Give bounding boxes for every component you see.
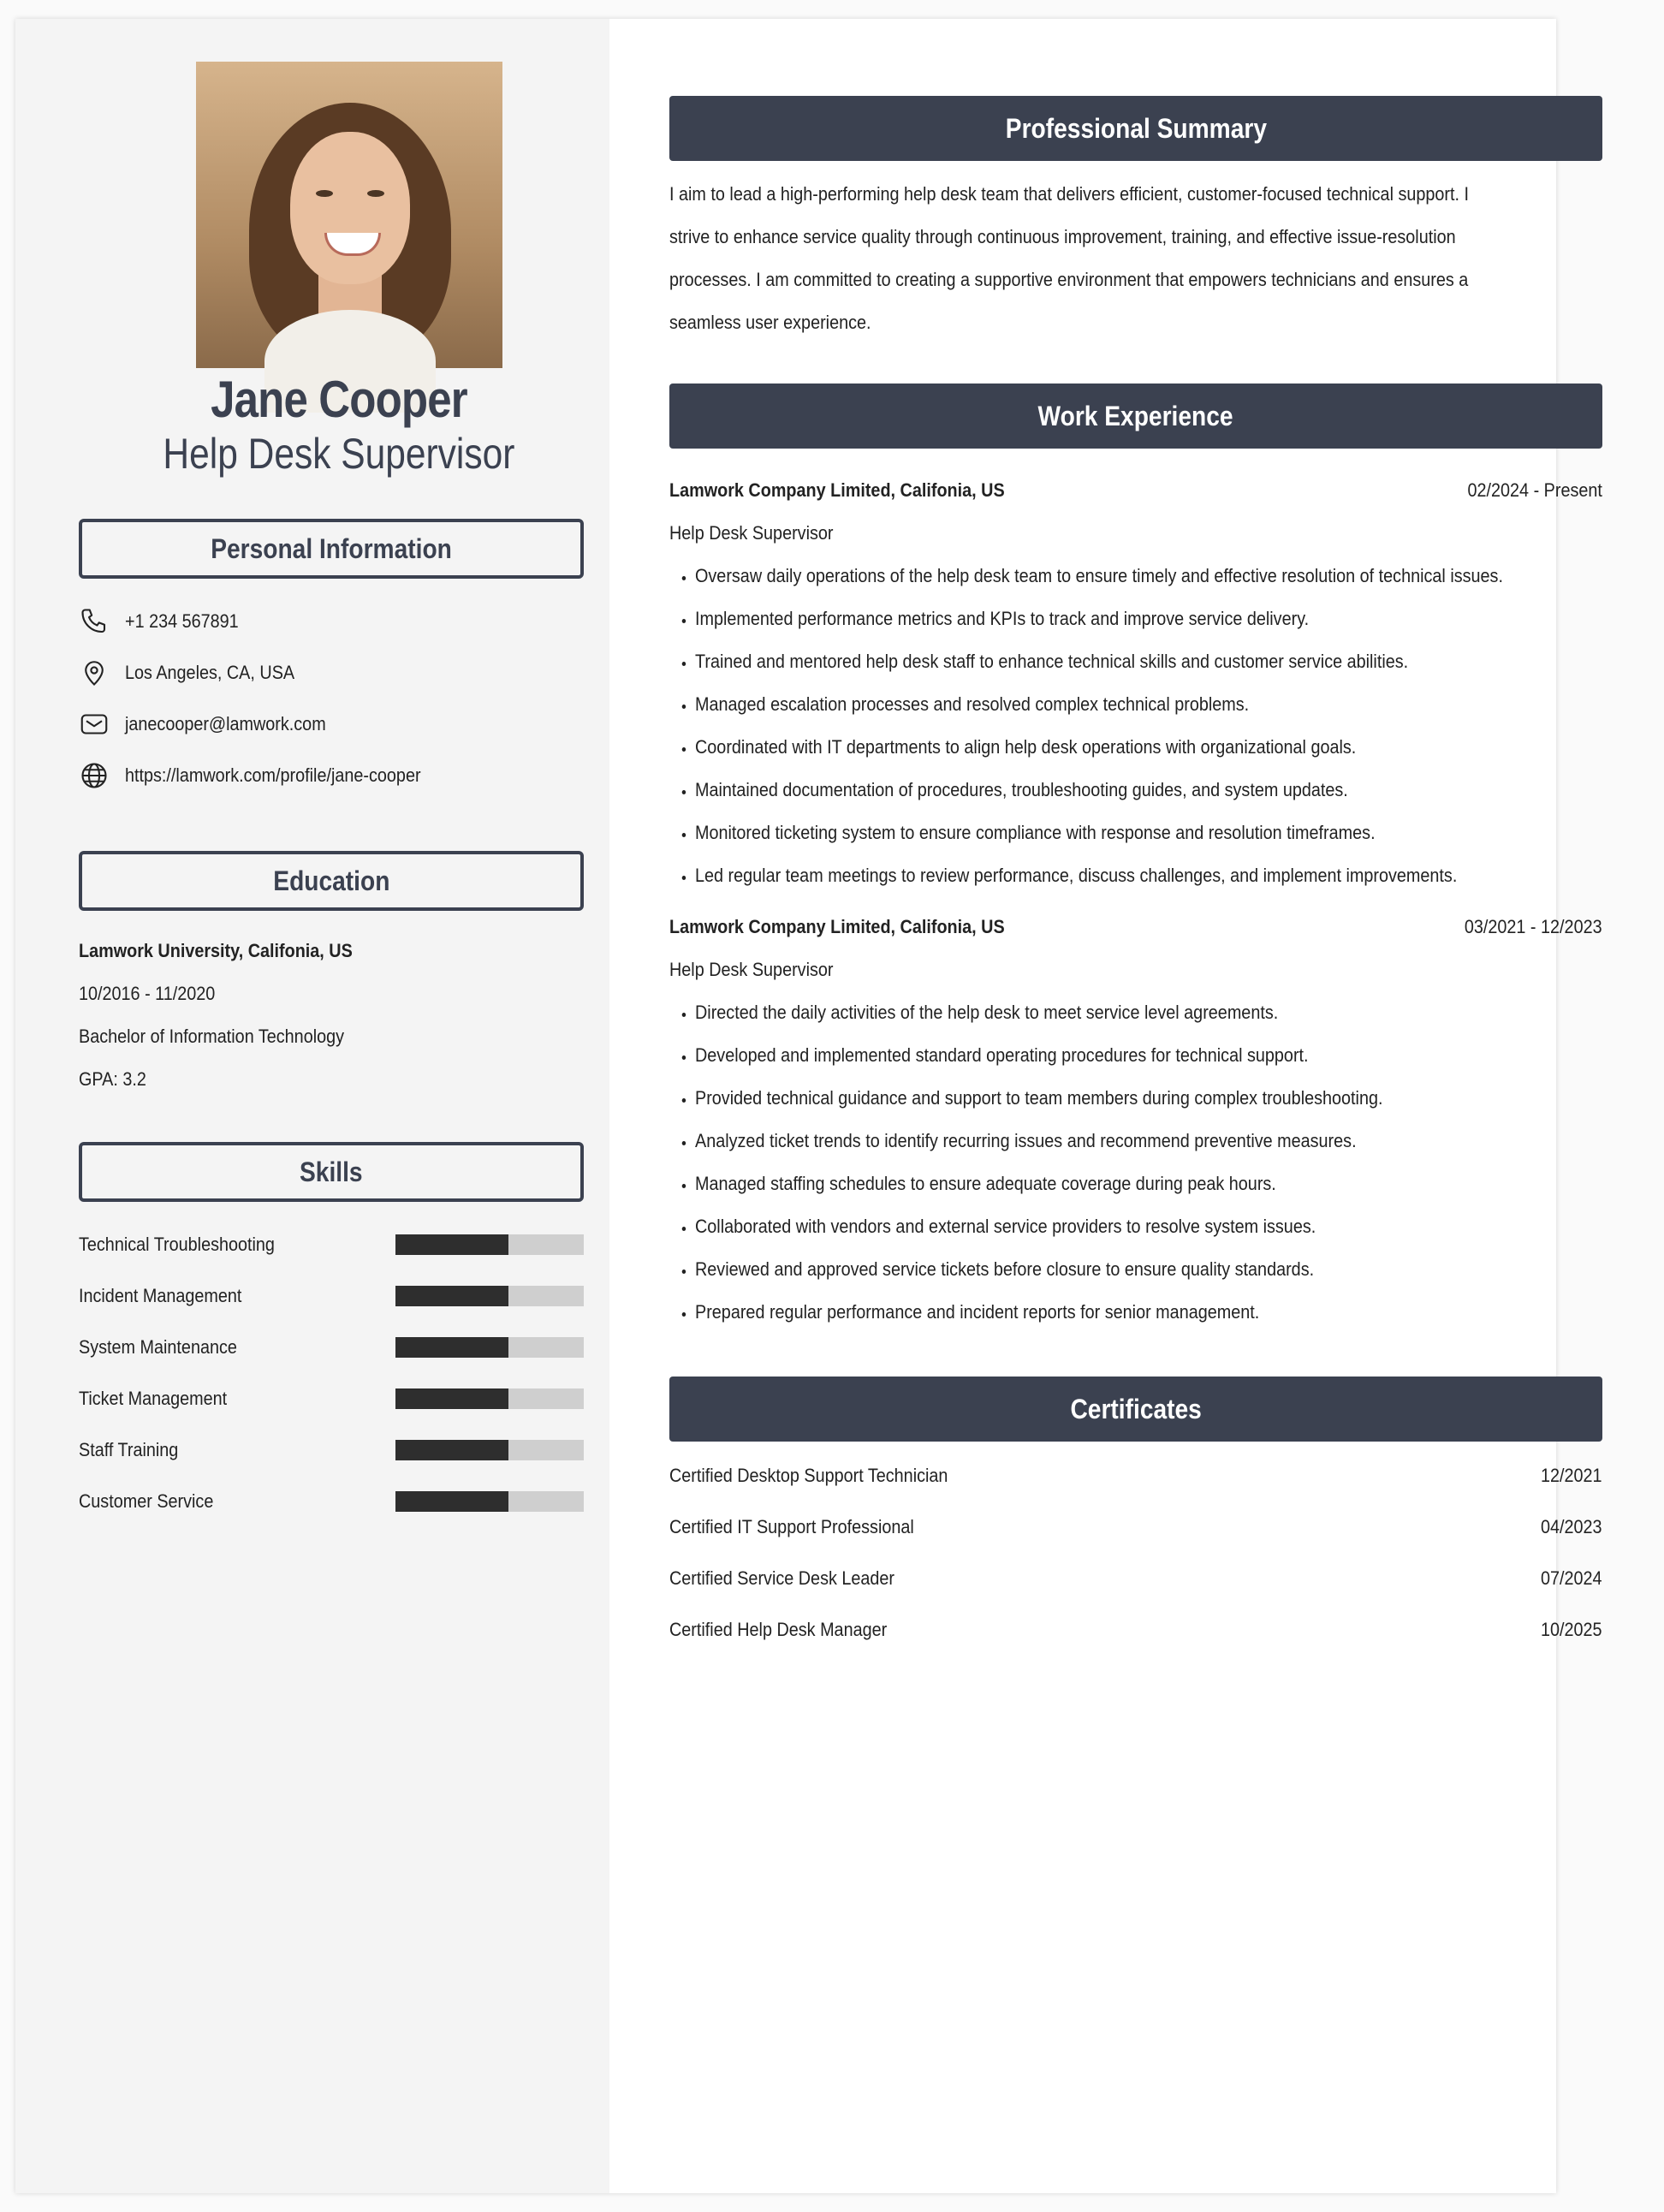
certificate-name: Certified IT Support Professional [669, 1516, 914, 1537]
skill-bar-fill [395, 1491, 508, 1512]
email-text[interactable]: janecooper@lamwork.com [125, 713, 326, 734]
job-title: Help Desk Supervisor [669, 959, 834, 980]
certificate-row [669, 1501, 1602, 1553]
skill-bar-fill [395, 1234, 508, 1255]
skill-label: Ticket Management [79, 1388, 228, 1409]
location-icon [79, 657, 110, 688]
personal-info-heading: Personal Information [79, 519, 584, 579]
skill-bar-fill [395, 1286, 508, 1306]
duty-item: • Provided technical guidance and support to team members during complex troubleshooting. [695, 1077, 1512, 1120]
skill-bar [395, 1491, 584, 1512]
skill-label: Staff Training [79, 1439, 179, 1460]
education-dates: 10/2016 - 11/2020 [79, 983, 216, 1004]
phone-text: +1 234 567891 [125, 610, 239, 632]
duty-item: • Led regular team meetings to review performance, discuss challenges, and implement improvements. [695, 854, 1512, 897]
skill-bar [395, 1440, 584, 1460]
skill-bar-fill [395, 1337, 508, 1358]
contact-phone [79, 596, 584, 647]
certificate-row [669, 1553, 1602, 1604]
school-name: Lamwork University, Califonia, US [79, 940, 353, 961]
duty-item: • Managed staffing schedules to ensure adequate coverage during peak hours. [695, 1162, 1512, 1205]
skill-bar [395, 1337, 584, 1358]
skill-bar [395, 1234, 584, 1255]
location-text: Los Angeles, CA, USA [125, 662, 295, 683]
skill-label: Technical Troubleshooting [79, 1234, 275, 1255]
duty-item: • Prepared regular performance and incident reports for senior management. [695, 1291, 1512, 1334]
job-company: Lamwork Company Limited, Califonia, US [669, 916, 1005, 937]
summary-heading: Professional Summary [669, 96, 1602, 161]
skill-bar [395, 1388, 584, 1409]
job-dates: 03/2021 - 12/2023 [1465, 916, 1602, 937]
gpa: GPA: 3.2 [79, 1068, 146, 1090]
duty-item: • Trained and mentored help desk staff to enhance technical skills and customer service abilities. [695, 640, 1512, 683]
duty-item: • Monitored ticketing system to ensure compliance with response and resolution timeframes. [695, 812, 1512, 854]
duty-item: • Implemented performance metrics and KPIs to track and improve service delivery. [695, 598, 1512, 640]
email-icon [79, 709, 110, 740]
certificate-name: Certified Service Desk Leader [669, 1567, 895, 1589]
experience-heading: Work Experience [669, 384, 1602, 449]
skill-row [79, 1322, 584, 1373]
skill-label: Customer Service [79, 1490, 214, 1512]
certificate-date: 07/2024 [1541, 1567, 1602, 1589]
duty-item: • Coordinated with IT departments to align help desk operations with organizational goals. [695, 726, 1512, 769]
duty-item: • Maintained documentation of procedures, troubleshooting guides, and system updates. [695, 769, 1512, 812]
skill-row [79, 1270, 584, 1322]
phone-icon [79, 606, 110, 637]
duty-item: • Developed and implemented standard operating procedures for technical support. [695, 1034, 1512, 1077]
globe-icon [79, 760, 110, 791]
skill-row [79, 1476, 584, 1527]
job-dates: 02/2024 - Present [1467, 479, 1602, 501]
contact-location [79, 647, 584, 699]
skill-bar-fill [395, 1388, 508, 1409]
certificate-date: 04/2023 [1541, 1516, 1602, 1537]
contact-website [79, 750, 584, 801]
skill-bar [395, 1286, 584, 1306]
person-name: Jane Cooper [211, 371, 467, 428]
sidebar [15, 19, 609, 2193]
skills-list [79, 1219, 584, 1527]
main-content [609, 19, 1664, 2193]
skill-row [79, 1219, 584, 1270]
skill-label: System Maintenance [79, 1336, 237, 1358]
job-company: Lamwork Company Limited, Califonia, US [669, 479, 1005, 501]
skill-row [79, 1373, 584, 1424]
duty-item: • Managed escalation processes and resolved complex technical problems. [695, 683, 1512, 726]
education-heading: Education [79, 851, 584, 911]
resume-page [15, 19, 1602, 2193]
job-title: Help Desk Supervisor [669, 522, 834, 544]
profile-photo [196, 62, 502, 368]
job-entry [669, 469, 1602, 897]
certificate-date: 10/2025 [1541, 1619, 1602, 1640]
summary-text: I aim to lead a high-performing help desk team that delivers efficient, customer-focused technical support. I strive to enhance service quality through continuous improvement, training, and effective issue-resolution processes. I am committed to creating a supportive environment that empowers technicians and ensures a seamless user experience. [669, 183, 1470, 333]
certificate-name: Certified Desktop Support Technician [669, 1465, 948, 1486]
education-block [79, 930, 584, 1101]
website-link[interactable]: https://lamwork.com/profile/jane-cooper [125, 764, 421, 786]
certificate-row [669, 1604, 1602, 1656]
certificate-name: Certified Help Desk Manager [669, 1619, 888, 1640]
duty-item: • Oversaw daily operations of the help desk team to ensure timely and effective resolution of technical issues. [695, 555, 1512, 598]
job-entry [669, 906, 1602, 1334]
skill-row [79, 1424, 584, 1476]
duty-item: • Directed the daily activities of the help desk to meet service level agreements. [695, 991, 1512, 1034]
duty-item: • Analyzed ticket trends to identify recurring issues and recommend preventive measures. [695, 1120, 1512, 1162]
skill-bar-fill [395, 1440, 508, 1460]
duty-item: • Reviewed and approved service tickets before closure to ensure quality standards. [695, 1248, 1512, 1291]
contact-list [79, 596, 584, 801]
person-role: Help Desk Supervisor [163, 430, 515, 478]
skills-heading: Skills [79, 1142, 584, 1202]
degree: Bachelor of Information Technology [79, 1026, 345, 1047]
contact-email [79, 699, 584, 750]
certificates-heading: Certificates [669, 1377, 1602, 1442]
certificates-list [669, 1450, 1602, 1656]
certificate-date: 12/2021 [1541, 1465, 1602, 1486]
skill-label: Incident Management [79, 1285, 242, 1306]
duty-item: • Collaborated with vendors and external service providers to resolve system issues. [695, 1205, 1512, 1248]
certificate-row [669, 1450, 1602, 1501]
job-duties [669, 555, 1602, 897]
job-duties [669, 991, 1602, 1334]
